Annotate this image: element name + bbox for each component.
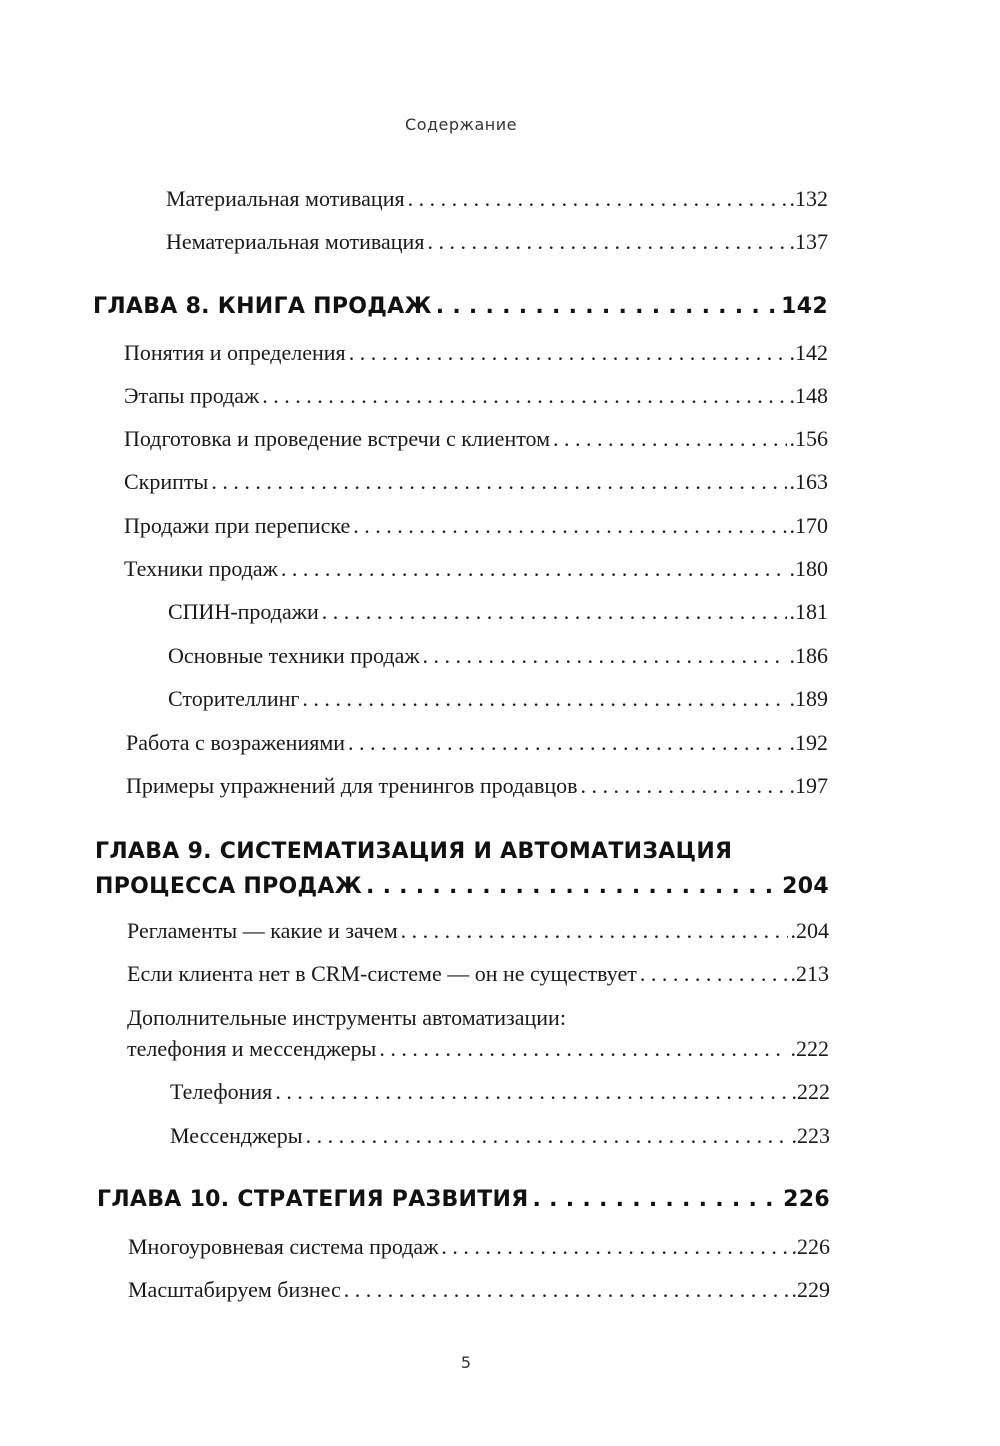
toc-page-number: .156 [789, 426, 828, 451]
toc-entry-label: Материальная мотивация [166, 186, 405, 211]
toc-entry-label: Сторителлинг [168, 686, 300, 711]
toc-page-number: 142 [781, 294, 828, 319]
toc-entry-label: Техники продаж [124, 556, 278, 581]
chapter-title: ПРОЦЕССА ПРОДАЖ [95, 874, 362, 899]
toc-entry[interactable] [128, 1277, 830, 1303]
toc-chapter-heading[interactable] [93, 294, 828, 319]
toc-page-number: .213 [790, 961, 829, 986]
dot-leader [349, 340, 787, 366]
dot-leader [408, 186, 787, 212]
toc-entry[interactable] [124, 513, 828, 539]
toc-page-number: .192 [789, 730, 828, 755]
toc-entry[interactable] [168, 686, 828, 712]
toc-page-number: .137 [789, 229, 828, 254]
toc-entry-label: Регламенты — какие и зачем [127, 918, 398, 943]
toc-entry[interactable] [126, 730, 828, 756]
toc-entry-label: Мессенджеры [170, 1123, 303, 1148]
toc-page-number: .189 [789, 686, 828, 711]
toc-entry[interactable] [168, 599, 828, 625]
toc-page-number: .180 [789, 556, 828, 581]
toc-entry-label: Примеры упражнений для тренингов продавцов [126, 773, 578, 798]
dot-leader [302, 686, 786, 712]
toc-entry-label: Работа с возражениями [126, 730, 346, 755]
toc-entry-label: телефония и мессенджеры [127, 1036, 377, 1061]
toc-entry[interactable] [127, 1036, 829, 1062]
toc-entry-label: Масштабируем бизнес [128, 1277, 341, 1302]
toc-entry-label: Телефония [170, 1079, 273, 1104]
dot-leader [344, 1277, 789, 1303]
dot-leader [553, 426, 786, 452]
chapter-title: ГЛАВА 8. КНИГА ПРОДАЖ [93, 294, 432, 319]
toc-entry-label: Основные техники продаж [168, 643, 420, 668]
toc-entry[interactable] [127, 961, 829, 987]
toc-entry-label: СПИН-продажи [168, 599, 319, 624]
toc-page-number: .222 [791, 1079, 830, 1104]
dot-leader [348, 730, 786, 756]
dot-leader [262, 383, 786, 409]
toc-entry-label-line1[interactable]: Дополнительные инструменты автоматизации: [127, 1005, 566, 1030]
dot-leader [640, 961, 788, 987]
toc-entry[interactable] [124, 383, 828, 409]
toc-entry[interactable] [170, 1123, 830, 1149]
toc-page-number: .229 [791, 1277, 830, 1302]
toc-entry[interactable] [166, 229, 828, 255]
dot-leader [275, 1079, 788, 1105]
dot-leader [306, 1123, 789, 1149]
toc-page-number: .204 [790, 918, 829, 943]
toc-entry[interactable] [124, 556, 828, 582]
toc-entry-label: Подготовка и проведение встречи с клиентом [124, 426, 551, 451]
toc-page-number: .142 [789, 340, 828, 365]
toc-page-number: 204 [782, 874, 829, 899]
toc-page-number: .223 [791, 1123, 830, 1148]
toc-entry-label: Если клиента нет в CRM-системе — он не существует [127, 961, 637, 986]
toc-page-number: .132 [789, 186, 828, 211]
toc-page-number: .148 [789, 383, 828, 408]
toc-page-number: .197 [789, 773, 828, 798]
toc-entry-label: Этапы продаж [124, 383, 260, 408]
dot-leader [353, 513, 786, 539]
toc-chapter-heading[interactable] [95, 874, 829, 899]
dot-leader [379, 1036, 787, 1062]
dot-leader [211, 469, 786, 495]
toc-entry-label: Понятия и определения [124, 340, 346, 365]
toc-page-number: .163 [789, 469, 828, 494]
toc-entry[interactable] [128, 1234, 830, 1260]
toc-page-number: 226 [783, 1187, 830, 1212]
toc-page-number: .181 [789, 599, 828, 624]
dot-leader [366, 874, 778, 899]
dot-leader [281, 556, 787, 582]
dot-leader [423, 643, 787, 669]
toc-page-number: .222 [790, 1036, 829, 1061]
running-head: Содержание [405, 115, 517, 134]
toc-entry[interactable] [124, 426, 828, 452]
dot-leader [533, 1187, 780, 1212]
dot-leader [436, 294, 777, 319]
dot-leader [401, 918, 788, 944]
toc-entry-label: Многоуровневая система продаж [128, 1234, 439, 1259]
toc-entry-label: Нематериальная мотивация [166, 229, 425, 254]
page-number-footer: 5 [460, 1353, 472, 1372]
toc-entry-label: Продажи при переписке [124, 513, 351, 538]
toc-entry[interactable] [127, 918, 829, 944]
toc-entry[interactable] [170, 1079, 830, 1105]
toc-entry[interactable] [168, 643, 828, 669]
chapter-title-line1[interactable]: ГЛАВА 9. СИСТЕМАТИЗАЦИЯ И АВТОМАТИЗАЦИЯ [95, 839, 733, 864]
dot-leader [441, 1234, 788, 1260]
toc-page-number: .186 [789, 643, 828, 668]
toc-entry-label: Скрипты [124, 469, 209, 494]
toc-entry[interactable] [126, 773, 828, 799]
dot-leader [427, 229, 786, 255]
dot-leader [322, 599, 787, 625]
chapter-title: ГЛАВА 10. СТРАТЕГИЯ РАЗВИТИЯ [97, 1187, 529, 1212]
toc-page-number: .226 [791, 1234, 830, 1259]
toc-entry[interactable] [124, 469, 828, 495]
toc-chapter-heading[interactable] [97, 1187, 830, 1212]
toc-page-number: .170 [789, 513, 828, 538]
dot-leader [581, 773, 787, 799]
toc-entry[interactable] [166, 186, 828, 212]
toc-entry[interactable] [124, 340, 828, 366]
